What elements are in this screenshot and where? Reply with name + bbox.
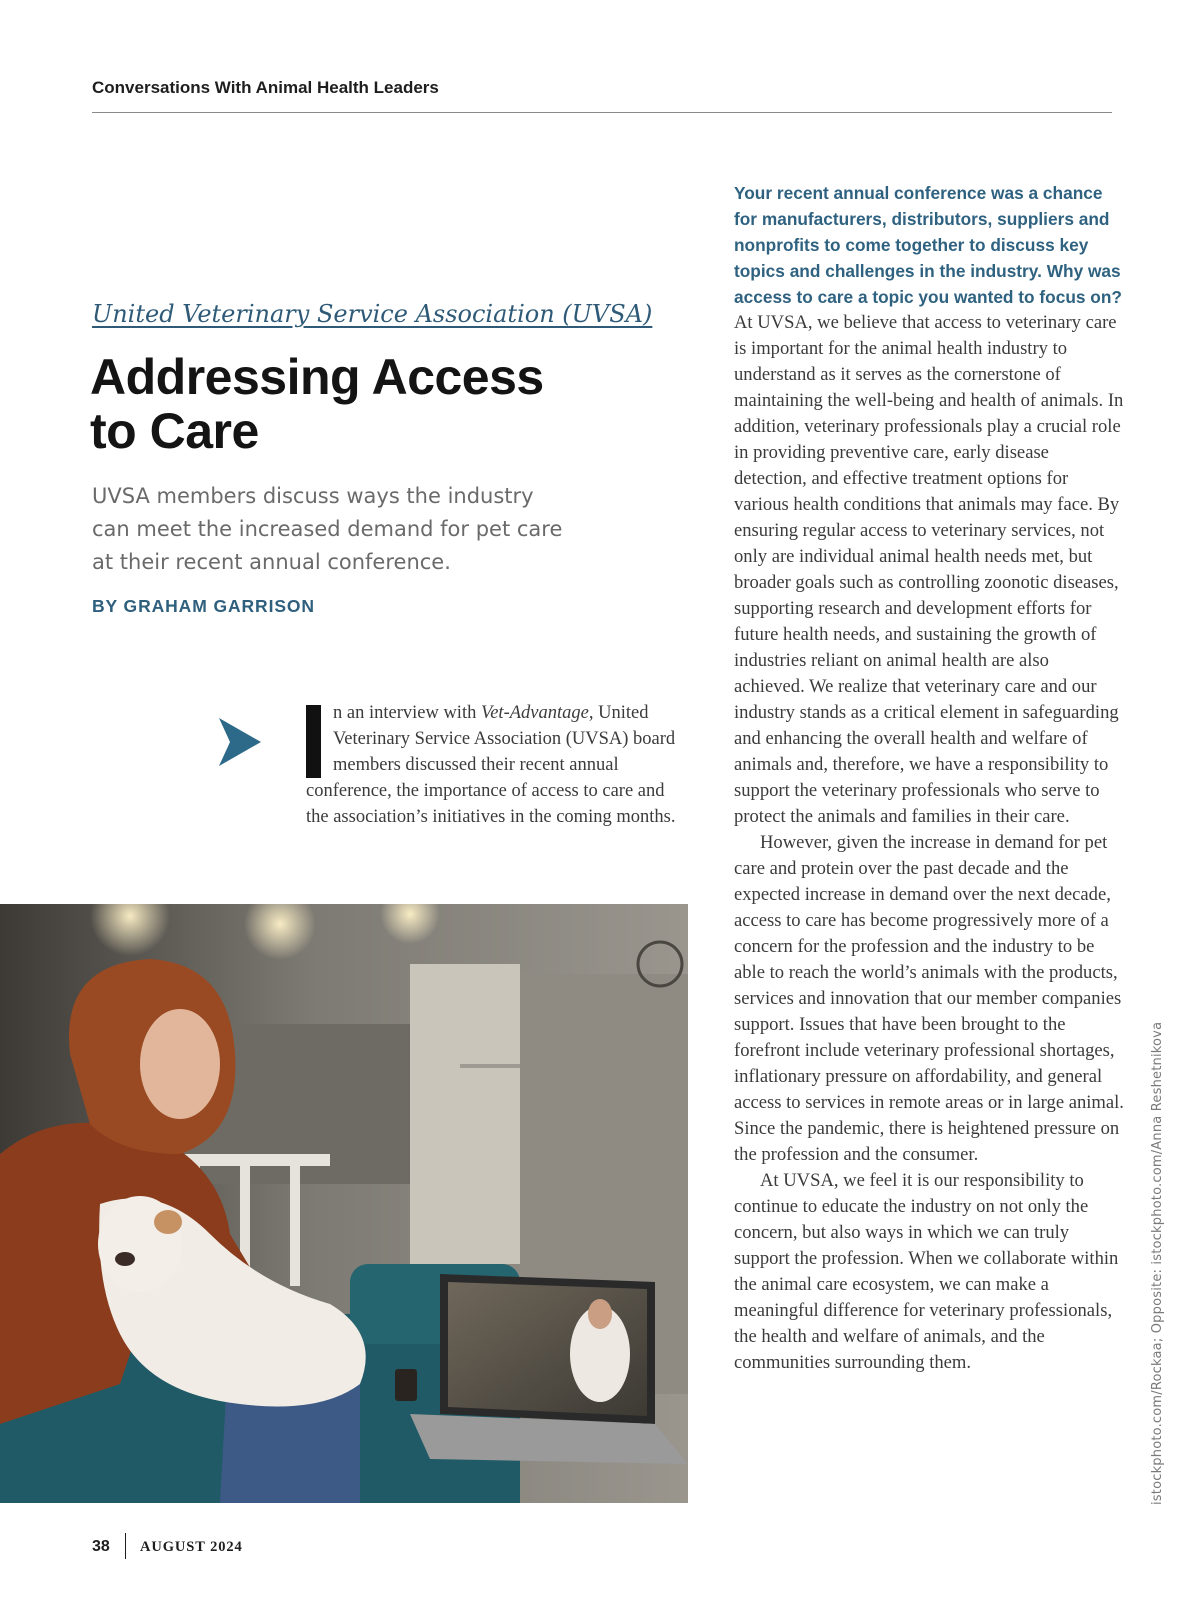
- photo-credit: istockphoto.com/Rockaa; Opposite: istockphoto.com/Anna Reshetnikova: [1150, 1021, 1165, 1505]
- answer-paragraph-3: At UVSA, we feel it is our responsibility to continue to educate the industry on not only the concern, but also ways in which we can truly support the profession. When we collaborate within the animal care ecosystem, we can make a meaningful difference for veterinary professionals, the health and welfare of animals, and the communities surrounding them.: [734, 1170, 1119, 1373]
- intro-lead: n an interview with: [333, 703, 481, 723]
- intro-paragraph: [306, 700, 678, 830]
- article-deck: UVSA members discuss ways the industry can meet the increased demand for pet care at their recent annual conference.: [92, 484, 563, 574]
- arrow-right-icon: [219, 718, 261, 766]
- answer-paragraph-2: However, given the increase in demand for pet care and protein over the past decade and the expected increase in demand over the next decade, access to care has become progressively more of a concern for the profession and the industry to be able to reach the world’s animals with the products, services and innovation that our member companies support. Issues that have been brought to the forefront include veterinary professional shortages, inflationary pressure on affordability, and general access to services in remote areas or in large animal. Since the pandemic, there is heightened pressure on the profession and the consumer.: [734, 832, 1124, 1165]
- interview-question: Your recent annual conference was a chance for manufacturers, distributors, suppliers and nonprofits to come together to discuss key topics and challenges in the industry. Why was access to care a topic you wanted to focus on?: [734, 183, 1122, 307]
- answer-paragraph-1: At UVSA, we believe that access to veterinary care is important for the animal health industry to understand as it serves as the cornerstone of maintaining the well-being and health of animals. In addition, veterinary professionals play a crucial role in providing preventive care, early disease detection, and effective treatment options for various health conditions that animals may face. By ensuring regular access to veterinary services, not only are individual animal health needs met, but broader goals such as controlling zoonotic diseases, supporting research and development efforts for future health needs, and sustaining the growth of industries reliant on animal health are also achieved. We realize that veterinary care and our industry stands as a critical element in safeguarding and enhancing the overall health and welfare of animals and, therefore, we have a responsibility to support the veterinary professionals who serve to protect the animals and families in their care.: [734, 312, 1124, 827]
- interview-column: [734, 180, 1124, 1376]
- title-line-1: Addressing Access: [90, 349, 544, 405]
- byline: BY GRAHAM GARRISON: [92, 596, 315, 616]
- footer-divider: [125, 1533, 126, 1559]
- issue-date: AUGUST 2024: [140, 1539, 243, 1555]
- title-line-2: to Care: [90, 403, 259, 459]
- intro-rest: , United Veterinary Service Association (UVSA) board members discussed their recent annual conference, the importance of access to care and the association’s initiatives in the coming months.: [306, 703, 676, 827]
- article-kicker: United Veterinary Service Association (UVSA): [92, 300, 653, 328]
- running-head: Conversations With Animal Health Leaders: [92, 78, 439, 97]
- article-title: [90, 350, 610, 458]
- header-divider: [92, 112, 1112, 113]
- page-number: 38: [92, 1538, 110, 1555]
- article-photo: [0, 904, 688, 1503]
- intro-publication: Vet-Advantage: [480, 703, 589, 723]
- drop-cap-i: [306, 705, 321, 778]
